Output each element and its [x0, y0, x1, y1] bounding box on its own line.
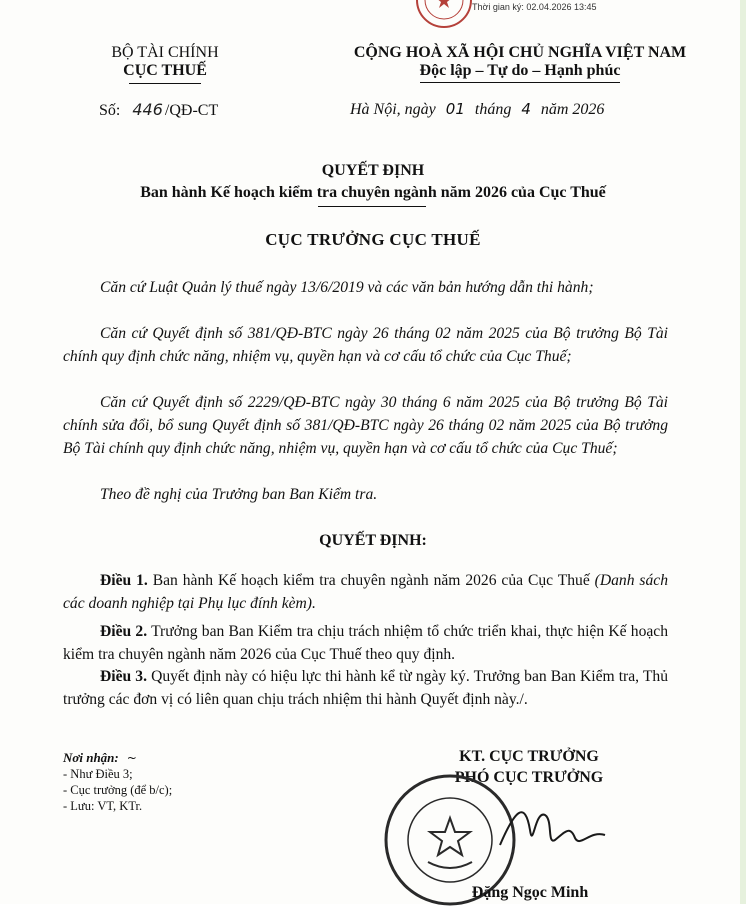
header-left — [90, 44, 240, 84]
sign-title-2: PHÓ CỤC TRƯỞNG — [454, 769, 604, 786]
recipient-item: - Lưu: VT, KTr. — [63, 799, 143, 813]
basis-paragraph — [63, 322, 668, 368]
national-motto: Độc lập – Tự do – Hạnh phúc — [419, 62, 621, 79]
recipient-item: - Như Điều 3; — [63, 767, 133, 781]
decision-title: QUYẾT ĐỊNH — [321, 162, 425, 179]
basis-text: Căn cứ Quyết định số 381/QĐ-BTC ngày 26 tháng 02 năm 2025 của Bộ trưởng Bộ Tài chính quy định chức năng, nhiệm vụ, quyền hạn và cơ cấu tổ chức của Cục Thuế; — [63, 325, 668, 365]
date-prefix: Hà Nội, ngày — [350, 101, 436, 118]
nation-name: CỘNG HOÀ XÃ HỘI CHỦ NGHĨA VIỆT NAM — [353, 44, 687, 61]
signer-name: Đặng Ngọc Minh — [471, 884, 589, 901]
article-note: (Danh sách các doanh nghiệp tại Phụ lục đính kèm). — [63, 572, 668, 612]
issue-date — [350, 100, 604, 119]
recipients — [63, 750, 172, 814]
decision-subtitle: Ban hành Kế hoạch kiểm tra chuyên ngành năm 2026 của Cục Thuế — [140, 184, 606, 201]
header-right — [300, 44, 740, 83]
basis-text: Căn cứ Luật Quản lý thuế ngày 13/6/2019 và các văn bản hướng dẫn thi hành; — [100, 279, 594, 296]
article-text: Quyết định này có hiệu lực thi hành kể từ ngày ký. Trưởng ban Ban Kiểm tra, Thủ trưởng các đơn vị có liên quan chịu trách nhiệm thi hành Quyết định này./. — [63, 668, 668, 708]
article-label: Điều 1. — [100, 572, 148, 589]
digital-signature-time: Thời gian ký: 02.04.2026 13:45 — [472, 2, 597, 12]
top-seal-icon — [414, 0, 474, 30]
number-suffix: /QĐ-CT — [164, 102, 219, 119]
basis-paragraph — [63, 391, 668, 460]
date-day: 01 — [445, 100, 465, 118]
document-number — [99, 100, 218, 120]
date-month: 4 — [521, 100, 531, 118]
article-label: Điều 3. — [100, 668, 147, 685]
handwritten-mark: ~ — [126, 751, 137, 765]
header-left-rule — [129, 83, 201, 84]
article-3 — [63, 665, 668, 711]
recipients-heading: Nơi nhận: — [63, 750, 119, 765]
issuing-authority: CỤC TRƯỞNG CỤC THUẾ — [265, 230, 481, 249]
department-name: CỤC THUẾ — [123, 62, 207, 79]
number-value: 446 — [132, 100, 163, 119]
article-label: Điều 2. — [100, 623, 148, 640]
handwritten-signature-icon — [495, 790, 615, 870]
header-right-rule — [420, 82, 620, 83]
article-text: Trưởng ban Ban Kiểm tra chịu trách nhiệm tổ chức triển khai, thực hiện Kế hoạch kiểm tra chuyên ngành năm 2026 của Cục Thuế theo quy định. — [63, 623, 669, 663]
page-edge — [740, 0, 746, 904]
article-text: Ban hành Kế hoạch kiểm tra chuyên ngành năm 2026 của Cục Thuế — [152, 572, 590, 589]
basis-text: Căn cứ Quyết định số 2229/QĐ-BTC ngày 30 tháng 6 năm 2025 của Bộ trưởng Bộ Tài chính sửa đổi, bổ sung Quyết định số 381/QĐ-BTC ngày 26 tháng 02 năm 2025 của Bộ trưởng Bộ Tài chính quy định chức năng, nhiệm vụ, quyền hạn và cơ cấu tổ chức của Cục Thuế; — [63, 394, 668, 457]
basis-text: Theo đề nghị của Trưởng ban Ban Kiểm tra. — [100, 486, 378, 503]
number-label: Số: — [99, 102, 121, 119]
basis-paragraph — [63, 276, 668, 299]
basis-paragraph — [63, 483, 668, 506]
decides-heading: QUYẾT ĐỊNH: — [319, 532, 427, 549]
subtitle-rule — [318, 206, 426, 207]
article-2 — [63, 620, 668, 666]
recipient-item: - Cục trưởng (để b/c); — [63, 783, 173, 797]
date-month-label: tháng — [474, 101, 512, 118]
date-year: năm 2026 — [540, 101, 605, 118]
ministry-name: BỘ TÀI CHÍNH — [111, 44, 219, 61]
sign-title-1: KT. CỤC TRƯỞNG — [459, 748, 599, 765]
article-1 — [63, 569, 668, 615]
